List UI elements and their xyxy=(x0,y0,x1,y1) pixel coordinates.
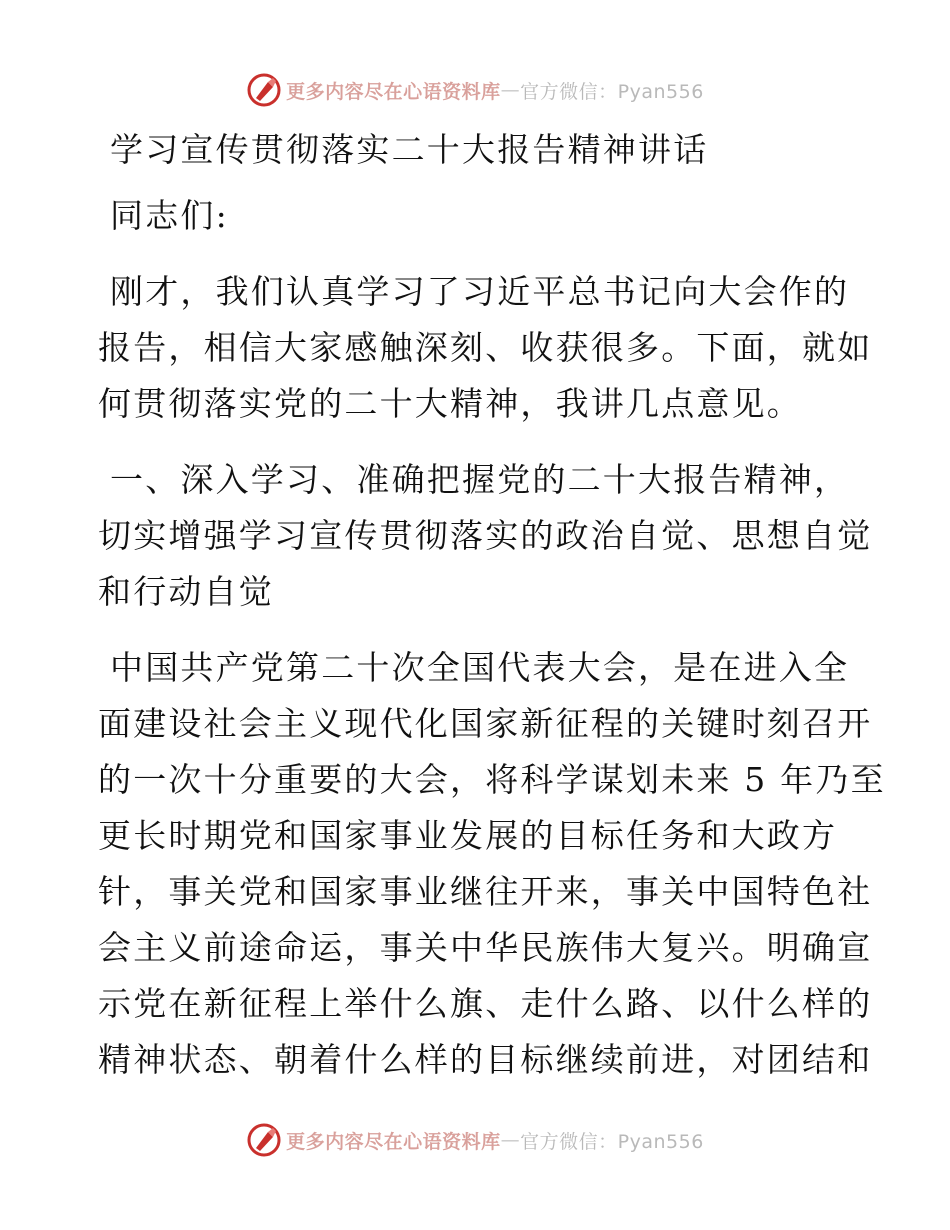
document-title: 学习宣传贯彻落实二十大报告精神讲话 xyxy=(110,130,709,169)
watermark-dash: — xyxy=(500,79,521,101)
watermark-main-text: 更多内容尽在心语资料库 xyxy=(286,80,501,103)
heading-line: 和行动自觉 xyxy=(98,572,274,611)
paragraph-1 xyxy=(98,264,873,432)
paragraph-line: 针，事关党和国家事业继往开来，事关中国特色社 xyxy=(98,872,873,911)
watermark-wechat-text: 官方微信：Pyan556 xyxy=(520,1130,704,1153)
paragraph-line: 更长时期党和国家事业发展的目标任务和大政方 xyxy=(98,816,838,855)
section-heading-1 xyxy=(98,452,873,620)
paragraph-2 xyxy=(98,640,886,1088)
watermark-main-text: 更多内容尽在心语资料库 xyxy=(286,1130,501,1153)
paragraph-line: 的一次十分重要的大会，将科学谋划未来 5 年乃至 xyxy=(98,760,886,799)
pen-nib-circle-icon xyxy=(246,1122,282,1158)
watermark-wechat-text: 官方微信：Pyan556 xyxy=(520,80,704,103)
heading-line: 一、深入学习、准确把握党的二十大报告精神， xyxy=(110,460,850,499)
salutation: 同志们: xyxy=(110,196,229,235)
paragraph-line: 面建设社会主义现代化国家新征程的关键时刻召开 xyxy=(98,704,873,743)
paragraph-line: 报告，相信大家感触深刻、收获很多。下面，就如 xyxy=(98,328,873,367)
watermark-footer xyxy=(0,1120,950,1160)
paragraph-line: 会主义前途命运，事关中华民族伟大复兴。明确宣 xyxy=(98,928,873,967)
watermark-dash: — xyxy=(500,1129,521,1151)
watermark-header xyxy=(0,70,950,110)
paragraph-line: 精神状态、朝着什么样的目标继续前进，对团结和 xyxy=(98,1040,873,1079)
paragraph-line: 刚才，我们认真学习了习近平总书记向大会作的 xyxy=(110,272,850,311)
pen-nib-circle-icon xyxy=(246,72,282,108)
paragraph-line: 中国共产党第二十次全国代表大会，是在进入全 xyxy=(110,648,850,687)
paragraph-line: 何贯彻落实党的二十大精神，我讲几点意见。 xyxy=(98,384,802,423)
document-body xyxy=(98,122,886,1088)
heading-line: 切实增强学习宣传贯彻落实的政治自觉、思想自觉 xyxy=(98,516,873,555)
paragraph-line: 示党在新征程上举什么旗、走什么路、以什么样的 xyxy=(98,984,873,1023)
